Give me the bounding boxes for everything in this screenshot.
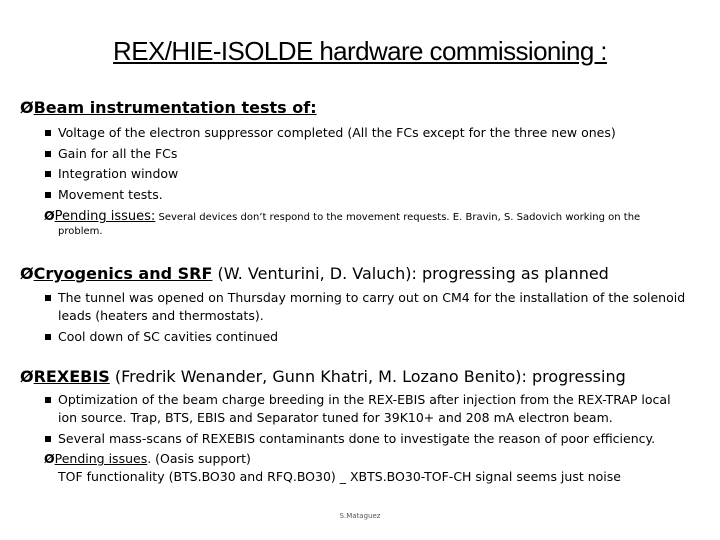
square-bullet-icon [45, 192, 51, 198]
square-bullet-icon [45, 334, 51, 340]
rexebis-item-1-cont: ion source. Trap, BTS, EBIS and Separator tuned for 39K10+ and 208 mA electron beam. [58, 410, 613, 425]
arrow-bullet-icon: Ø [20, 98, 34, 117]
arrow-bullet-icon: Ø [20, 367, 34, 386]
square-bullet-icon [45, 397, 51, 403]
cryo-heading-line [20, 264, 609, 283]
rexebis-pending-text: . (Oasis support) [147, 451, 251, 466]
slide-title: REX/HIE-ISOLDE hardware commissioning : [113, 36, 607, 66]
beam-heading-line [20, 98, 317, 117]
rexebis-heading-line [20, 367, 626, 386]
beam-item-2: Gain for all the FCs [58, 146, 177, 161]
cryo-item-1: The tunnel was opened on Thursday morning to carry out on CM4 for the installation of the solenoid [58, 290, 685, 305]
beam-pending-label: Pending issues: [54, 209, 156, 224]
beam-item-3: Integration window [58, 166, 178, 181]
cryo-heading-rest: (W. Venturini, D. Valuch): progressing as planned [212, 264, 609, 283]
rexebis-item-1: Optimization of the beam charge breeding in the REX-EBIS after injection from the REX-TRAP local [58, 392, 671, 407]
square-bullet-icon [45, 295, 51, 301]
beam-pending-text: Several devices don’t respond to the movement requests. E. Bravin, S. Sadovich working on the [155, 212, 641, 223]
footer-author: S.Mataguez [339, 512, 381, 520]
beam-item-4: Movement tests. [58, 187, 163, 202]
rexebis-heading: REXEBIS [33, 367, 110, 386]
square-bullet-icon [45, 171, 51, 177]
cryo-heading: Cryogenics and SRF [33, 264, 213, 283]
arrow-bullet-icon: Ø [44, 208, 55, 223]
rexebis-item-2: Several mass-scans of REXEBIS contaminants done to investigate the reason of poor efficiency. [58, 431, 655, 446]
beam-pending-line [44, 208, 640, 224]
square-bullet-icon [45, 436, 51, 442]
rexebis-heading-rest: (Fredrik Wenander, Gunn Khatri, M. Lozano Benito): progressing [109, 367, 626, 386]
beam-pending-text-2: problem. [58, 226, 103, 237]
arrow-bullet-icon: Ø [44, 451, 55, 466]
beam-heading: Beam instrumentation tests of: [33, 98, 317, 117]
rexebis-pending-text-2: TOF functionality (BTS.BO30 and RFQ.BO30) _ XBTS.BO30-TOF-CH signal seems just noise [58, 469, 621, 484]
rexebis-pending-label: Pending issues [54, 451, 148, 466]
cryo-item-2: Cool down of SC cavities continued [58, 329, 278, 344]
arrow-bullet-icon: Ø [20, 264, 34, 283]
rexebis-pending-line [44, 451, 251, 466]
square-bullet-icon [45, 151, 51, 157]
square-bullet-icon [45, 130, 51, 136]
beam-item-1: Voltage of the electron suppressor completed (All the FCs except for the three new ones) [58, 125, 616, 140]
cryo-item-1-cont: leads (heaters and thermostats). [58, 308, 264, 323]
